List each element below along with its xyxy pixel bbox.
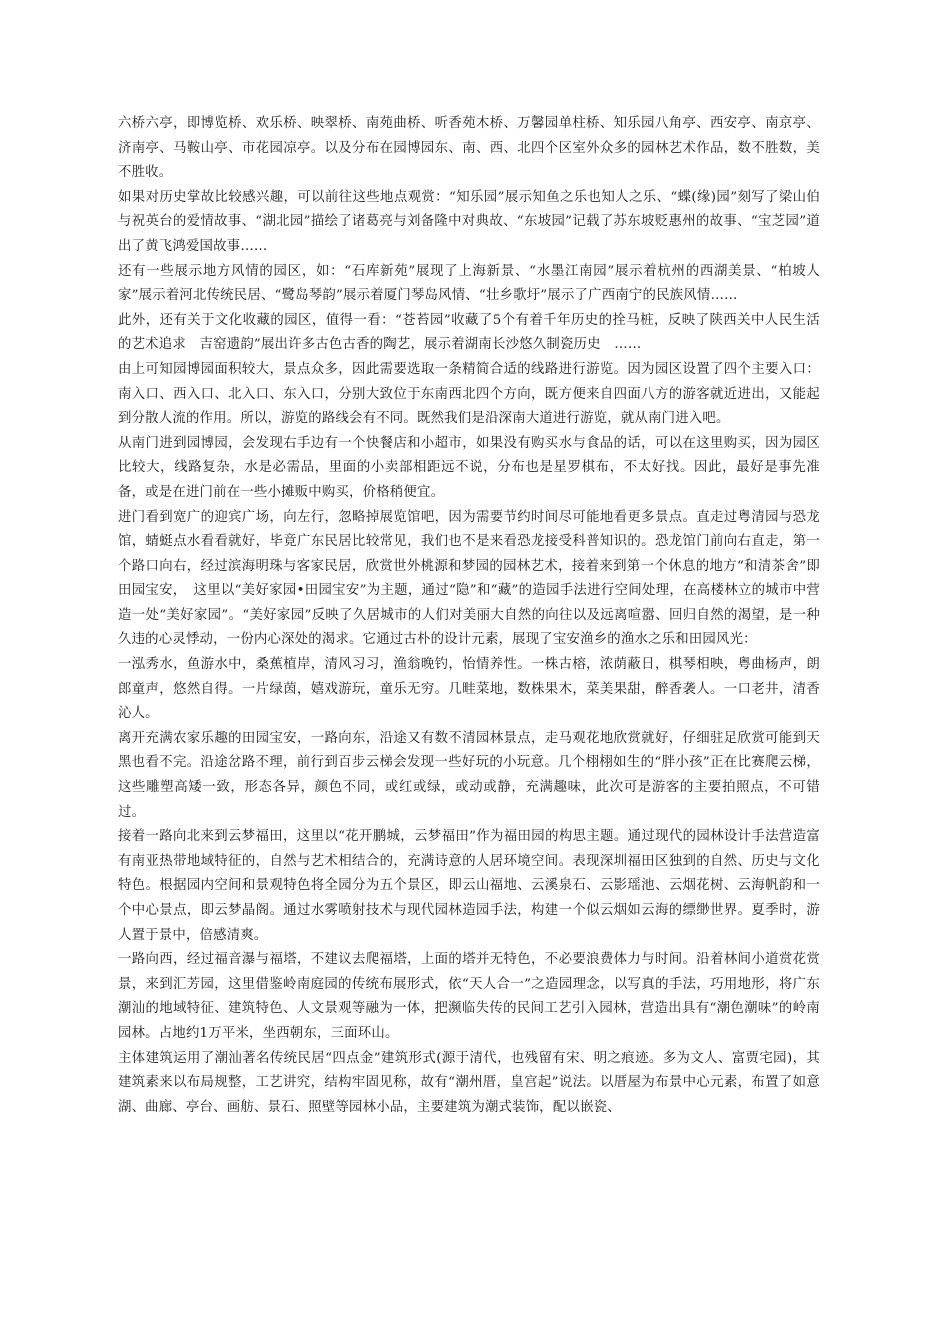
- paragraph-six-bridges: 六桥六亭，即博览桥、欢乐桥、映翠桥、南苑曲桥、听香苑木桥、万馨园单柱桥、知乐园八角亭、西安亭、南京亭、济南亭、马鞍山亭、市花园凉亭。以及分布在园博园东、南、西、北四个区室外众多的园林艺术作品，数不胜数，美不胜收。: [118, 116, 820, 181]
- paragraph-huifang-garden: 一路向西，经过福音瀑与福塔，不建议去爬福塔，上面的塔并无特色，不必要浪费体力与时间。沿着林间小道赏花赏景，来到汇芳园，这里借鉴岭南庭园的传统布展形式，依“天人合一”之造园理念，以写真的手法，巧用地形，将广东潮汕的地域特征、建筑特色、人文景观等融为一体，把濒临失传的民间工艺引入园林，营造出具有“潮色潮味”的岭南园林。占地约1万平米，坐西朝东，三面环山。: [118, 952, 820, 1041]
- paragraph-main-architecture: 主体建筑运用了潮汕著名传统民居“四点金”建筑形式(源于清代，也残留有宋、明之痕迹。多为文人、富贾宅园)，其建筑素来以布局规整，工艺讲究，结构牢固见称，故有“潮州厝，皇宫起”说法。以厝屋为布景中心元素，布置了如意湖、曲廊、亭台、画舫、景石、照壁等园林小品，主要建筑为潮式装饰，配以嵌瓷、: [118, 1050, 820, 1115]
- paragraph-history-gardens: 如果对历史掌故比较感兴趣，可以前往这些地点观赏：“知乐园”展示知鱼之乐也知人之乐、“蝶(缘)园”刻写了梁山伯与祝英台的爱情故事、“湖北园”描绘了诸葛亮与刘备隆中对典故、“东坡园”记载了苏东坡贬惠州的故事、“宝芝园”道出了黄飞鸿爱国故事……: [118, 189, 820, 254]
- paragraph-cultural-collections: 此外，还有关于文化收藏的园区，值得一看：“苍苔园”收藏了5个有着千年历史的拴马桩，反映了陕西关中人民生活的艺术追求 吉窑遗韵”展出许多古色古香的陶艺，展示着湖南长沙悠久制瓷历史 ……: [118, 312, 820, 353]
- paragraph-cloud-ladder: 离开充满农家乐趣的田园宝安，一路向东，沿途又有数不清园林景点，走马观花地欣赏就好，仔细驻足欣赏可能到天黑也看不完。沿途岔路不理，前行到百步云梯会发现一些好玩的小玩意。几个栩栩如生的“胖小孩”正在比赛爬云梯，这些雕塑高矮一致，形态各异，颜色不同，或红或绿，或动或静，充满趣味，此次可是游客的主要拍照点，不可错过。: [118, 730, 820, 820]
- paragraph-futian-garden: 接着一路向北来到云梦福田，这里以“花开鹏城，云梦福田”作为福田园的构思主题。通过现代的园林设计手法营造富有南亚热带地域特征的，自然与艺术相结合的，充满诗意的人居环境空间。表现深圳福田区独到的自然、历史与文化特色。根据园内空间和景观特色将全园分为五个景区，即云山福地、云溪泉石、云影瑶池、云烟花树、云海帆韵和一个中心景点，即云梦晶阁。通过水雾喷射技术与现代园林造园手法，构建一个似云烟如云海的缥缈世界。夏季时，游人置于景中，倍感清爽。: [118, 829, 820, 943]
- paragraph-entrances: 由上可知园博园面积较大，景点众多，因此需要选取一条精简合适的线路进行游览。因为园区设置了四个主要入口：南入口、西入口、北入口、东入口，分别大致位于东南西北四个方向，既方便来自四面八方的游客就近进出，又能起到分散人流的作用。所以，游览的路线会有不同。既然我们是沿深南大道进行游览，就从南门进入吧。: [118, 361, 820, 427]
- document-body: [118, 112, 820, 1120]
- paragraph-local-customs: 还有一些展示地方风情的园区，如：“石库新苑”展现了上海新景、“水墨江南园”展示着杭州的西湖美景、“柏坡人家”展示着河北传统民居、“鹭岛琴韵”展示着厦门琴岛风情、“壮乡歌圩”展示了广西南宁的民族风情……: [118, 263, 820, 304]
- paragraph-welcome-plaza: 进门看到宽广的迎宾广场，向左行，忽略掉展览馆吧，因为需要节约时间尽可能地看更多景点。直走过粤清园与恐龙馆，蜻蜓点水看看就好，毕竟广东民居比较常见，我们也不是来看恐龙接受科普知识的。恐龙馆门前向右直走，第一个路口向右，经过滨海明珠与客家民居，欣赏世外桃源和梦园的园林艺术，接着来到第一个休息的地方“和清茶舍”即田园宝安， 这里以“美好家园•田园宝安”为主题，通过“隐”和“藏”的造园手法进行空间处理，在高楼林立的城市中营造一处“美好家园”。“美好家园”反映了久居城市的人们对美丽大自然的向往以及远离喧嚣、回归自然的渴望，是一种久违的心灵悸动，一份内心深处的渴求。它通过古朴的设计元素，展现了宝安渔乡的渔水之乐和田园风光：: [118, 509, 820, 648]
- paragraph-south-gate: 从南门进到园博园，会发现右手边有一个快餐店和小超市，如果没有购买水与食品的话，可以在这里购买，因为园区比较大，线路复杂，水是必需品，里面的小卖部相距远不说，分布也是星罗棋布，不太好找。因此，最好是事先准备，或是在进门前在一些小摊贩中购买，价格稍便宜。: [118, 435, 820, 500]
- paragraph-pastoral-scene: 一泓秀水，鱼游水中，桑蕉植岸，清风习习，渔翁晚钓，怡情养性。一株古榕，浓荫蔽日，棋琴相映，粤曲杨声，朗郎童声，悠然自得。一片绿茵，嬉戏游玩，童乐无穷。几畦菜地，数株果木，菜美果甜，醉香袭人。一口老井，清香沁人。: [118, 657, 820, 722]
